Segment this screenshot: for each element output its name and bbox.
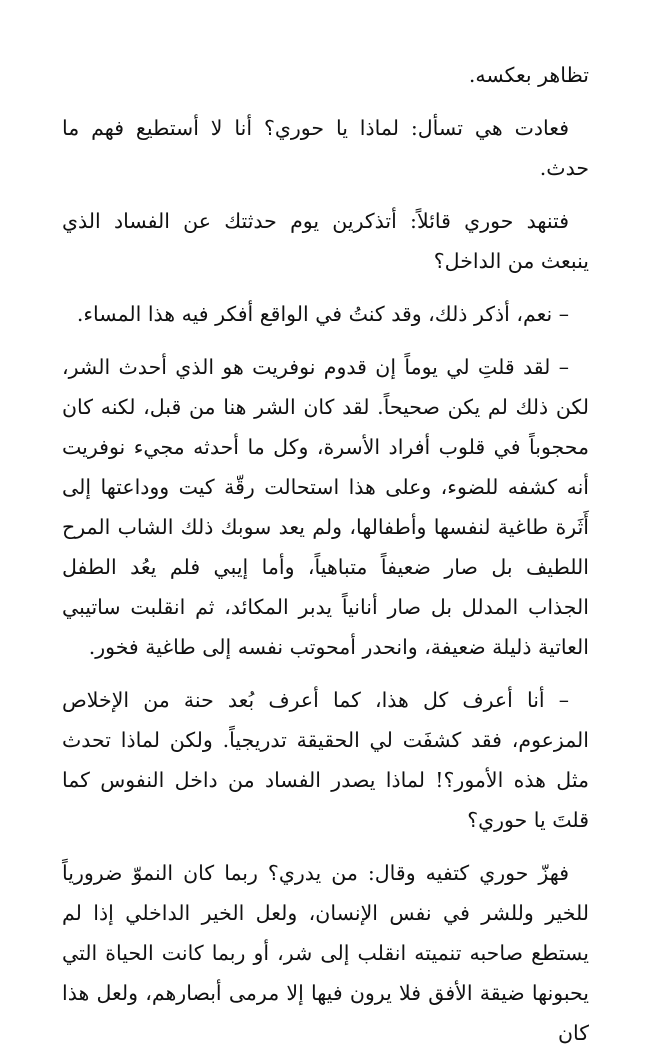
- paragraph-narration: فعادت هي تسأل: لماذا يا حوري؟ أنا لا أستطيع فهم ما حدث.: [62, 116, 589, 180]
- paragraph-narration: فتنهد حوري قائلاً: أتذكرين يوم حدثتك عن الفساد الذي ينبعث من الداخل؟: [62, 209, 589, 273]
- paragraph-dialogue: – لقد قلتِ لي يوماً إن قدوم نوفريت هو الذي أحدث الشر، لكن ذلك لم يكن صحيحاً. لقد كان الشر هنا من قبل، لكنه كان محجوباً في قلوب أفراد الأسرة، وكل ما أحدثه مجيء نوفريت أنه كشفه للضوء، وعلى هذا استحالت رقّة كيت ووداعتها إلى أَثَرة طاغية لنفسها وأطفالها، ولم يعد سوبك ذلك الشاب المرح اللطيف بل صار ضعيفاً متباهياً، وأما إيبي فلم يعُد الطفل الجذاب المدلل بل صار أنانياً يدبر المكائد، ثم انقلبت ساتيبي العاتية ذليلة ضعيفة، وانحدر أمحوتب نفسه إلى طاغية فخور.: [62, 355, 589, 659]
- paragraph-dialogue: – نعم، أذكر ذلك، وقد كنتُ في الواقع أفكر فيه هذا المساء.: [76, 302, 569, 326]
- paragraph-dialogue: – أنا أعرف كل هذا، كما أعرف بُعد حنة من الإخلاص المزعوم، فقد كشفَت لي الحقيقة تدريجياً. ولكن لماذا تحدث مثل هذه الأمور؟! لماذا يصدر الفساد من داخل النفوس كما قلتَ يا حوري؟: [62, 688, 589, 832]
- paragraph-continuation: تظاهر بعكسه.: [468, 63, 589, 87]
- paragraph-narration: فهزّ حوري كتفيه وقال: من يدري؟ ربما كان النموّ ضرورياً للخير وللشر في نفس الإنسان، ولعل الخير الداخلي إذا لم يستطع صاحبه تنميته انقلب إلى شر، أو ربما كانت الحياة التي يحبونها ضيقة الأفق فلا يرون فيها إلا مرمى أبصارهم، ولعل هذا كان: [62, 861, 589, 1045]
